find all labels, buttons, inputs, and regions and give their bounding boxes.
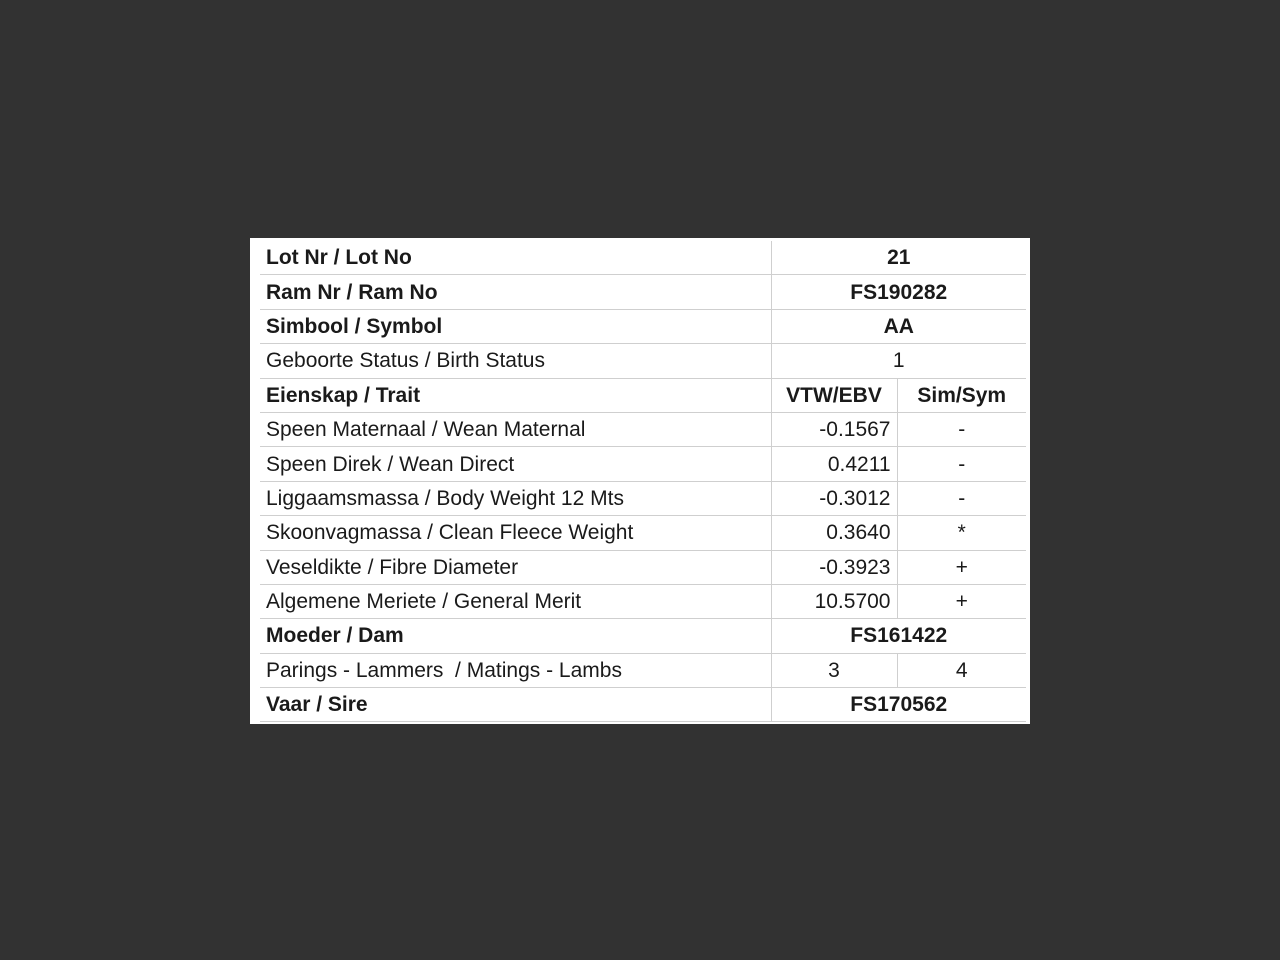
table-row	[260, 619, 1026, 653]
trait-ebv: 10.5700	[771, 584, 897, 618]
table-row	[260, 688, 1026, 722]
lambs-count: 4	[897, 653, 1026, 687]
trait-symbol: -	[897, 481, 1026, 515]
dam-value: FS161422	[771, 619, 1026, 653]
sire-value: FS170562	[771, 688, 1026, 722]
trait-label: Speen Direk / Wean Direct	[260, 447, 771, 481]
sire-label: Vaar / Sire	[260, 688, 771, 722]
table-row	[260, 653, 1026, 687]
table-row	[260, 550, 1026, 584]
matings-label: Parings - Lammers / Matings - Lambs	[260, 653, 771, 687]
table-row	[260, 309, 1026, 343]
trait-ebv: 0.4211	[771, 447, 897, 481]
table-row	[260, 275, 1026, 309]
trait-ebv: 0.3640	[771, 516, 897, 550]
birth-status-label: Geboorte Status / Birth Status	[260, 344, 771, 378]
lot-number-value: 21	[771, 241, 1026, 275]
trait-symbol: -	[897, 412, 1026, 446]
ebv-column-header: VTW/EBV	[771, 378, 897, 412]
table-row	[260, 412, 1026, 446]
ram-number-value: FS190282	[771, 275, 1026, 309]
matings-count: 3	[771, 653, 897, 687]
trait-label: Speen Maternaal / Wean Maternal	[260, 412, 771, 446]
trait-symbol: +	[897, 584, 1026, 618]
dam-label: Moeder / Dam	[260, 619, 771, 653]
table-row	[260, 378, 1026, 412]
trait-label: Skoonvagmassa / Clean Fleece Weight	[260, 516, 771, 550]
trait-label: Veseldikte / Fibre Diameter	[260, 550, 771, 584]
trait-label: Algemene Meriete / General Merit	[260, 584, 771, 618]
lot-number-label: Lot Nr / Lot No	[260, 241, 771, 275]
trait-ebv: -0.1567	[771, 412, 897, 446]
trait-symbol: *	[897, 516, 1026, 550]
symbol-label: Simbool / Symbol	[260, 309, 771, 343]
trait-header-label: Eienskap / Trait	[260, 378, 771, 412]
ram-number-label: Ram Nr / Ram No	[260, 275, 771, 309]
table-row	[260, 241, 1026, 275]
trait-label: Liggaamsmassa / Body Weight 12 Mts	[260, 481, 771, 515]
symbol-value: AA	[771, 309, 1026, 343]
lot-info-card	[250, 238, 1030, 724]
trait-ebv: -0.3923	[771, 550, 897, 584]
table-row	[260, 584, 1026, 618]
table-row	[260, 447, 1026, 481]
trait-symbol: +	[897, 550, 1026, 584]
birth-status-value: 1	[771, 344, 1026, 378]
table-row	[260, 516, 1026, 550]
symbol-column-header: Sim/Sym	[897, 378, 1026, 412]
lot-info-table	[260, 241, 1026, 722]
trait-ebv: -0.3012	[771, 481, 897, 515]
table-row	[260, 481, 1026, 515]
trait-symbol: -	[897, 447, 1026, 481]
table-row	[260, 344, 1026, 378]
